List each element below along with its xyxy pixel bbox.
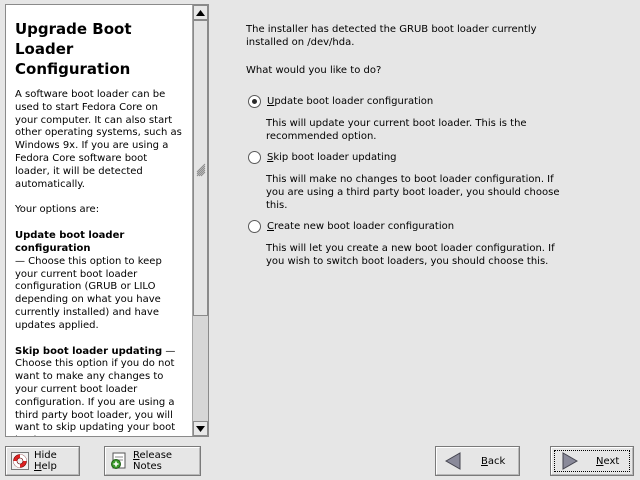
help-option-skip-name: Skip boot loader updating <box>15 345 163 357</box>
lifebuoy-icon <box>11 452 29 470</box>
radio-create-button[interactable] <box>248 220 261 233</box>
radio-update-label[interactable]: Update boot loader configuration <box>267 96 434 107</box>
help-option-update <box>15 230 183 332</box>
radio-skip-label[interactable]: Skip boot loader updating <box>267 152 397 163</box>
create-desc-line-2: you wish to switch boot loaders, you should choose this. <box>266 256 549 267</box>
help-panel <box>5 4 209 437</box>
next-button[interactable] <box>550 446 634 476</box>
help-title: Upgrade Boot Loader Configuration <box>15 20 132 78</box>
skip-desc-line-2: you are using a third party boot loader, you should choose <box>266 187 560 198</box>
help-scrollbar[interactable] <box>192 5 208 436</box>
right-arrow-icon <box>560 452 578 470</box>
hide-help-label: Hide Help <box>34 450 57 472</box>
help-text-area <box>6 5 192 436</box>
grip-icon <box>196 163 206 177</box>
radio-create-label[interactable]: Create new boot loader configuration <box>267 221 455 232</box>
help-options-heading: Your options are: <box>15 204 100 216</box>
create-desc-line-1: This will let you create a new boot loader configuration. If <box>266 243 555 254</box>
release-notes-label: Release Notes <box>133 450 173 472</box>
help-option-skip <box>15 346 183 436</box>
back-label: Back <box>481 455 506 467</box>
scroll-down-arrow-icon[interactable] <box>193 421 208 436</box>
radio-update-button[interactable] <box>248 95 261 108</box>
release-notes-button[interactable] <box>104 446 201 476</box>
hide-help-button[interactable] <box>5 446 80 476</box>
update-desc-line-1: This will update your current boot loader. This is the <box>266 118 527 129</box>
help-option-skip-desc: — Choose this option if you do not want to make any changes to your current boot loader configuration. If you are using a third party boot loader, you will want to skip updating your boot <box>15 345 176 434</box>
scroll-thumb[interactable] <box>193 20 208 316</box>
radio-skip-button[interactable] <box>248 151 261 164</box>
help-option-update-name: Update boot loader configuration <box>15 230 125 254</box>
question-text: What would you like to do? <box>246 65 382 76</box>
help-option-update-desc: — Choose this option to keep your current boot loader configuration (GRUB or LILO depending on what you have currently installed) and have updates applied. <box>15 255 162 331</box>
scroll-up-arrow-icon[interactable] <box>193 5 208 20</box>
help-intro: A software boot loader can be used to start Fedora Core on your computer. It can also start other operating systems, such as Windows 9x. If you are using a Fedora Core software boot loader, it will be detected automatically. <box>15 89 182 190</box>
next-label: Next <box>596 455 620 467</box>
detected-line-1: The installer has detected the GRUB boot loader currently <box>246 24 537 35</box>
skip-desc-line-1: This will make no changes to boot loader configuration. If <box>266 174 554 185</box>
update-desc-line-2: recommended option. <box>266 131 377 142</box>
detected-line-2: installed on /dev/hda. <box>246 37 355 48</box>
document-plus-icon <box>110 452 128 470</box>
back-button[interactable] <box>435 446 520 476</box>
left-arrow-icon <box>445 452 463 470</box>
skip-desc-line-3: this. <box>266 200 288 211</box>
